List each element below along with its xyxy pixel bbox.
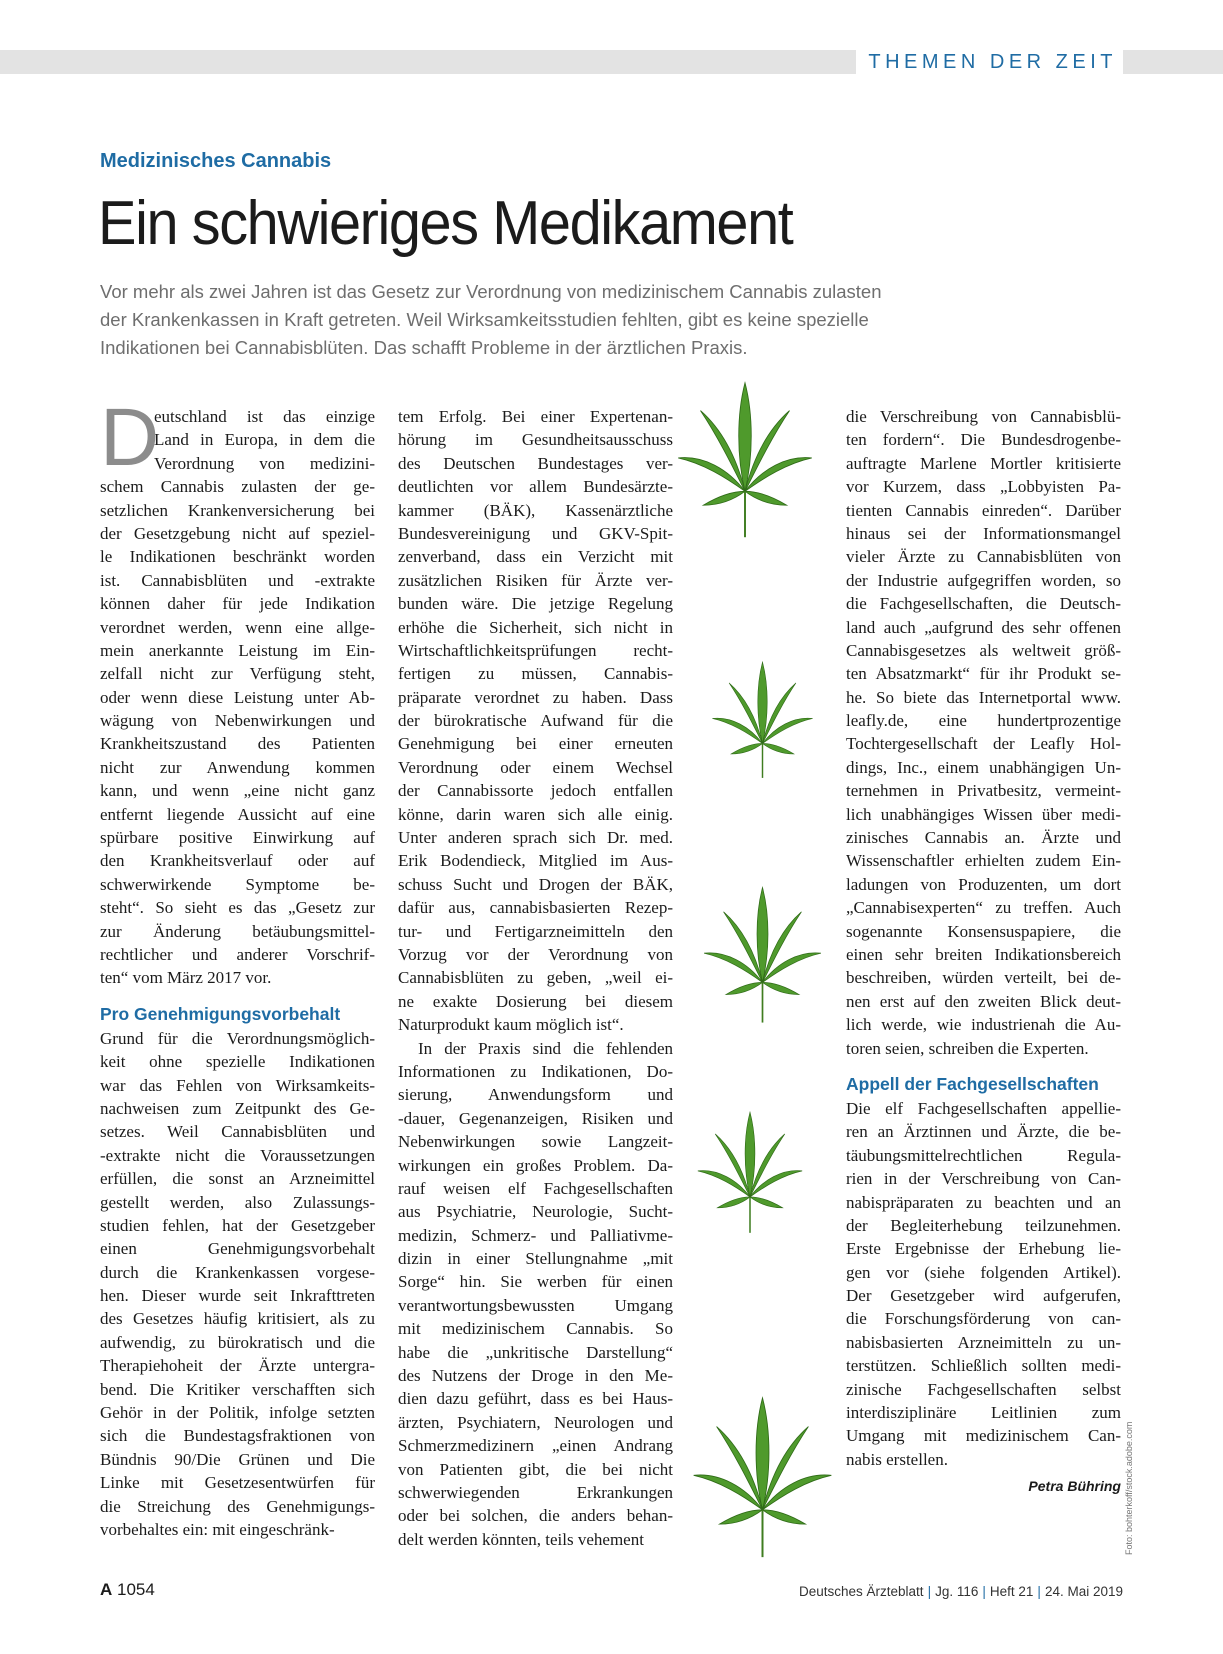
text-line: interdisziplinäre Leitlinien zum — [846, 1403, 1121, 1423]
col3-top — [846, 405, 1121, 1060]
cannabis-leaf-icon — [675, 380, 815, 540]
lead-line: Indikationen bei Cannabisblüten. Das schafft Probleme in der ärztlichen Praxis. — [100, 337, 748, 358]
text-line: -extrakte nicht die Voraussetzungen — [100, 1145, 375, 1165]
volume: Jg. 116 — [935, 1584, 979, 1599]
text-line: dings, Inc., einem unabhängigen Un- — [846, 757, 1121, 777]
col3-bottom — [846, 1097, 1121, 1471]
text-line: Therapiehoheit der Ärzte untergra- — [100, 1356, 375, 1376]
journal-info — [799, 1584, 1123, 1599]
text-line: der bürokratische Aufwand für die — [398, 711, 673, 731]
text-line: oder bei solchen, die anders behan- — [398, 1506, 673, 1526]
text-line: Schmerzmedizinern „einen Andrang — [398, 1436, 673, 1456]
text-line: des Gesetzes häufig kritisiert, als zu — [100, 1309, 375, 1329]
text-line: zinisches Cannabis an. Ärzte und — [846, 828, 1121, 848]
text-line: Krankheitszustand des Patienten — [100, 734, 375, 754]
text-line: Verordnung oder einem Wechsel — [398, 757, 673, 777]
separator: | — [982, 1584, 986, 1599]
text-line: Bundesvereinigung und GKV-Spit- — [398, 523, 673, 543]
text-line: habe die „unkritische Darstellung“ — [398, 1342, 673, 1362]
text-line: hinaus sei der Informationsmangel — [846, 523, 1121, 543]
text-line: zenverband, dass ein Verzicht mit — [398, 547, 673, 567]
text-line: des Nutzens der Droge in den Me- — [398, 1366, 673, 1386]
text-line: leafly.de, eine hundertprozentige — [846, 711, 1121, 731]
text-line: Sorge“ hin. Sie werben für einen — [398, 1272, 673, 1292]
cannabis-leaf-icon — [695, 1110, 805, 1235]
text-line: eutschland ist das einzige — [154, 407, 375, 426]
page-number-value: 1054 — [117, 1580, 155, 1599]
text-line: steht“. So sieht es das „Gesetz zur — [100, 898, 375, 918]
text-line: schem Cannabis zulasten der ge- — [100, 477, 375, 497]
text-line: Cannabisblüten zu geben, „weil ei- — [398, 968, 673, 988]
text-line: verantwortungsbewussten Umgang — [398, 1295, 673, 1315]
text-line: auftragte Marlene Mortler kritisierte — [846, 453, 1121, 473]
text-line: hen. Dieser wurde seit Inkrafttreten — [100, 1286, 375, 1306]
text-line: rechtlicher und anderer Vorschrif- — [100, 944, 375, 964]
page-prefix: A — [100, 1580, 113, 1599]
text-line: der Begleiterhebung teilzunehmen. — [846, 1215, 1121, 1235]
text-line: die Fachgesellschaften, die Deutsch- — [846, 594, 1121, 614]
text-line: die Forschungsförderung von can- — [846, 1309, 1121, 1329]
text-line: ist. Cannabisblüten und -extrakte — [100, 570, 375, 590]
text-line: Nebenwirkungen sowie Langzeit- — [398, 1132, 673, 1152]
text-line: „Cannabisexperten“ zu treffen. Auch — [846, 898, 1121, 918]
text-line: des Deutschen Bundestages ver- — [398, 453, 673, 473]
date: 24. Mai 2019 — [1044, 1584, 1123, 1599]
photo-credit: Foto: bohterkoff/stock.adobe.com — [1124, 1421, 1134, 1555]
text-line: schwerwiegenden Erkrankungen — [398, 1482, 673, 1502]
text-line: le Indikationen beschränkt worden — [100, 547, 375, 567]
text-line: wirkungen ein großes Problem. Da- — [398, 1155, 673, 1175]
text-line: rauf weisen elf Fachgesellschaften — [398, 1178, 673, 1198]
issue: Heft 21 — [989, 1584, 1034, 1599]
text-line: zelfall nicht zur Verfügung steht, — [100, 664, 375, 684]
text-line: Linke mit Gesetzesentwürfen für — [100, 1473, 375, 1493]
text-line: schuss Sucht und Drogen der BÄK, — [398, 874, 673, 894]
text-line: vor Kurzem, dass „Lobbyisten Pa- — [846, 477, 1121, 497]
article-kicker: Medizinisches Cannabis — [100, 150, 332, 172]
text-line: entfernt liegende Aussicht auf eine — [100, 804, 375, 824]
text-line: ten fordern“. Die Bundesdrogenbe- — [846, 430, 1121, 450]
text-line: rien in der Verschreibung von Can- — [846, 1169, 1121, 1189]
text-line: präparate verordnet zu haben. Dass — [398, 687, 673, 707]
text-line: sierung, Anwendungsform und — [398, 1085, 673, 1105]
text-line: vieler Ärzte zu Cannabisblüten von — [846, 547, 1121, 567]
journal-name: Deutsches Ärzteblatt — [799, 1584, 924, 1599]
text-line: von Patienten gibt, die bei nicht — [398, 1459, 673, 1479]
text-line: terstützen. Schließlich sollten medi- — [846, 1356, 1121, 1376]
text-line: der Cannabissorte jedoch entfallen — [398, 781, 673, 801]
text-line: erfüllen, die sonst an Arzneimittel — [100, 1169, 375, 1189]
text-line: Cannabisgesetzes als weltweit größ- — [846, 640, 1121, 660]
text-line: setzlichen Krankenversicherung bei — [100, 500, 375, 520]
text-line: Genehmigung bei einer erneuten — [398, 734, 673, 754]
text-line: nabispräparaten zu beachten und an — [846, 1192, 1121, 1212]
text-line: Erik Bodendieck, Mitglied im Aus- — [398, 851, 673, 871]
subheading-appell: Appell der Fachgesellschaften — [846, 1073, 1099, 1094]
text-line: nabis erstellen. — [846, 1449, 948, 1469]
cannabis-leaf-icon — [710, 660, 815, 780]
text-line: einen sehr breiten Indikationsbereich — [846, 944, 1121, 964]
text-line: erhöhe die Sicherheit, sich nicht in — [398, 617, 673, 637]
text-line: tur- und Fertigarzneimitteln den — [398, 921, 673, 941]
text-line: -dauer, Gegenanzeigen, Risiken und — [398, 1108, 673, 1128]
text-line: ten Absatzmarkt“ für ihr Produkt se- — [846, 664, 1121, 684]
text-line: tienten Cannabis einreden“. Darüber — [846, 500, 1121, 520]
text-line: Verordnung von medizini- — [154, 453, 375, 473]
text-line: sich die Bundestagsfraktionen von — [100, 1426, 375, 1446]
text-line: nen erst auf den zweiten Blick deut- — [846, 991, 1121, 1011]
text-line: der Industrie aufgegriffen worden, so — [846, 570, 1121, 590]
separator: | — [1037, 1584, 1041, 1599]
text-line: Grund für die Verordnungsmöglich- — [100, 1028, 375, 1048]
cannabis-leaf-icon — [700, 885, 825, 1025]
text-line: lich unabhängiges Wissen über medi- — [846, 804, 1121, 824]
text-line: Wissenschaftler erhielten zudem Ein- — [846, 851, 1121, 871]
text-line: nabisbasierten Arzneimitteln zu un- — [846, 1332, 1121, 1352]
text-line: Tochtergesellschaft der Leafly Hol- — [846, 734, 1121, 754]
col1-body — [100, 1027, 375, 1542]
section-label: THEMEN DER ZEIT — [856, 50, 1123, 74]
text-line: zur Änderung betäubungsmittel- — [100, 921, 375, 941]
text-line: sogenannte Konsensuspapiere, die — [846, 921, 1121, 941]
text-line: studien fehlen, hat der Gesetzgeber — [100, 1215, 375, 1235]
text-line: der Gesetzgebung nicht auf speziel- — [100, 523, 375, 543]
text-line: he. So biete das Internetportal www. — [846, 687, 1121, 707]
cannabis-leaf-icon — [690, 1395, 835, 1560]
text-line: zinische Fachgesellschaften selbst — [846, 1379, 1121, 1399]
text-line: medizin, Schmerz- und Palliativme- — [398, 1225, 673, 1245]
text-line: nachweisen zum Zeitpunkt des Ge- — [100, 1098, 375, 1118]
text-line: können daher für jede Indikation — [100, 594, 375, 614]
text-line: die Streichung des Genehmigungs- — [100, 1496, 375, 1516]
lead-line: Vor mehr als zwei Jahren ist das Gesetz zur Verordnung von medizinischem Cannabis zulasten — [100, 281, 882, 302]
col2-text — [398, 405, 673, 1551]
text-line: durch die Krankenkassen vorgese- — [100, 1262, 375, 1282]
author-name: Petra Bühring — [1028, 1478, 1121, 1495]
column-1 — [100, 392, 375, 1541]
text-line: Der Gesetzgeber wird aufgerufen, — [846, 1286, 1121, 1306]
text-line: nicht zur Anwendung kommen — [100, 757, 375, 777]
text-line: dafür aus, cannabisbasierten Rezep- — [398, 898, 673, 918]
text-line: ladungen von Produzenten, um dort — [846, 874, 1121, 894]
article-title: Ein schwieriges Medikament — [98, 189, 793, 258]
text-line: dizin in einer Stellungnahme „mit — [398, 1249, 673, 1269]
text-line: einen Genehmigungsvorbehalt — [100, 1239, 375, 1259]
text-line: den Krankheitsverlauf oder auf — [100, 851, 375, 871]
text-line: schwerwirkende Symptome be- — [100, 874, 375, 894]
text-line: bunden wäre. Die jetzige Regelung — [398, 594, 673, 614]
text-line: zusätzlichen Risiken für Ärzte ver- — [398, 570, 673, 590]
text-line: ternehmen in Privatbesitz, vermeint- — [846, 781, 1121, 801]
subheading-pro-genehmigungsvorbehalt: Pro Genehmigungsvorbehalt — [100, 1003, 341, 1024]
text-line: ärzten, Psychiatern, Neurologen und — [398, 1412, 673, 1432]
text-line: Gehör in der Politik, infolge setzten — [100, 1403, 375, 1423]
text-line: Vorzug vor der Verordnung von — [398, 944, 673, 964]
text-line: täubungsmittelrechtlichen Regula- — [846, 1145, 1121, 1165]
text-line: ren an Ärztinnen und Ärzte, die be- — [846, 1122, 1121, 1142]
text-line: kammer (BÄK), Kassenärztliche — [398, 500, 673, 520]
text-line: deutlichten vor allem Bundesärzte- — [398, 477, 673, 497]
col1-intro — [100, 392, 375, 990]
text-line: war das Fehlen von Wirksamkeits- — [100, 1075, 375, 1095]
text-line: oder wenn diese Leistung unter Ab- — [100, 687, 375, 707]
text-line: In der Praxis sind die fehlenden — [418, 1038, 673, 1058]
text-line: könne, darin waren sich alle einig. — [398, 804, 673, 824]
text-line: gen vor (siehe folgenden Artikel). — [846, 1262, 1121, 1282]
text-line: beschreiben, würden verteilt, bei de- — [846, 968, 1121, 988]
text-line: tem Erfolg. Bei einer Expertenan- — [398, 407, 673, 426]
article-lead — [100, 278, 1100, 362]
text-line: aufwendig, zu bürokratisch und die — [100, 1332, 375, 1352]
text-line: Umgang mit medizinischem Can- — [846, 1426, 1121, 1446]
text-line: keit ohne spezielle Indikationen — [100, 1052, 375, 1072]
column-3 — [846, 405, 1121, 1499]
text-line: bend. Die Kritiker verschafften sich — [100, 1379, 375, 1399]
text-line: kann, und wenn „eine nicht ganz — [100, 781, 375, 801]
text-line: mit medizinischem Cannabis. So — [398, 1319, 673, 1339]
text-line: Wirtschaftlichkeitsprüfungen recht- — [398, 640, 673, 660]
text-line: wägung von Nebenwirkungen und — [100, 711, 375, 731]
separator: | — [927, 1584, 932, 1599]
text-line: aus Psychiatrie, Neurologie, Sucht- — [398, 1202, 673, 1222]
text-line: ten“ vom März 2017 vor. — [100, 968, 272, 988]
text-line: ne exakte Dosierung bei diesem — [398, 991, 673, 1011]
text-line: Erste Ergebnisse der Erhebung lie- — [846, 1239, 1121, 1259]
text-line: delt werden könnten, teils vehement — [398, 1529, 644, 1549]
text-line: verordnet werden, wenn eine allge- — [100, 617, 375, 637]
text-line: Land in Europa, in dem die — [154, 430, 375, 450]
text-line: land auch „aufgrund des sehr offenen — [846, 617, 1121, 637]
text-line: die Verschreibung von Cannabisblü- — [846, 407, 1121, 426]
text-line: mein anerkannte Leistung im Ein- — [100, 640, 375, 660]
text-line: Die elf Fachgesellschaften appellie- — [846, 1098, 1121, 1118]
text-line: lich werde, wie industrienah die Au- — [846, 1015, 1121, 1035]
text-line: Informationen zu Indikationen, Do- — [398, 1061, 673, 1081]
column-2 — [398, 405, 673, 1551]
text-line: dien dazu geführt, dass es bei Haus- — [398, 1389, 673, 1409]
text-line: spürbare positive Einwirkung auf — [100, 828, 375, 848]
drop-cap: D — [100, 392, 160, 483]
text-line: Unter anderen sprach sich Dr. med. — [398, 828, 673, 848]
text-line: hörung im Gesundheitsausschuss — [398, 430, 673, 450]
text-line: setzes. Weil Cannabisblüten und — [100, 1122, 375, 1142]
text-line: vorbehaltes ein: mit eingeschränk- — [100, 1519, 335, 1539]
text-line: gestellt werden, also Zulassungs- — [100, 1192, 375, 1212]
text-line: Bündnis 90/Die Grünen und Die — [100, 1449, 375, 1469]
text-line: Naturprodukt kaum möglich ist“. — [398, 1015, 624, 1035]
text-line: toren seien, schreiben die Experten. — [846, 1038, 1089, 1058]
text-line: fertigen zu müssen, Cannabis- — [398, 664, 673, 684]
lead-line: der Krankenkassen in Kraft getreten. Weil Wirksamkeitsstudien fehlten, gibt es keine spezielle — [100, 309, 869, 330]
page-number — [100, 1580, 155, 1600]
